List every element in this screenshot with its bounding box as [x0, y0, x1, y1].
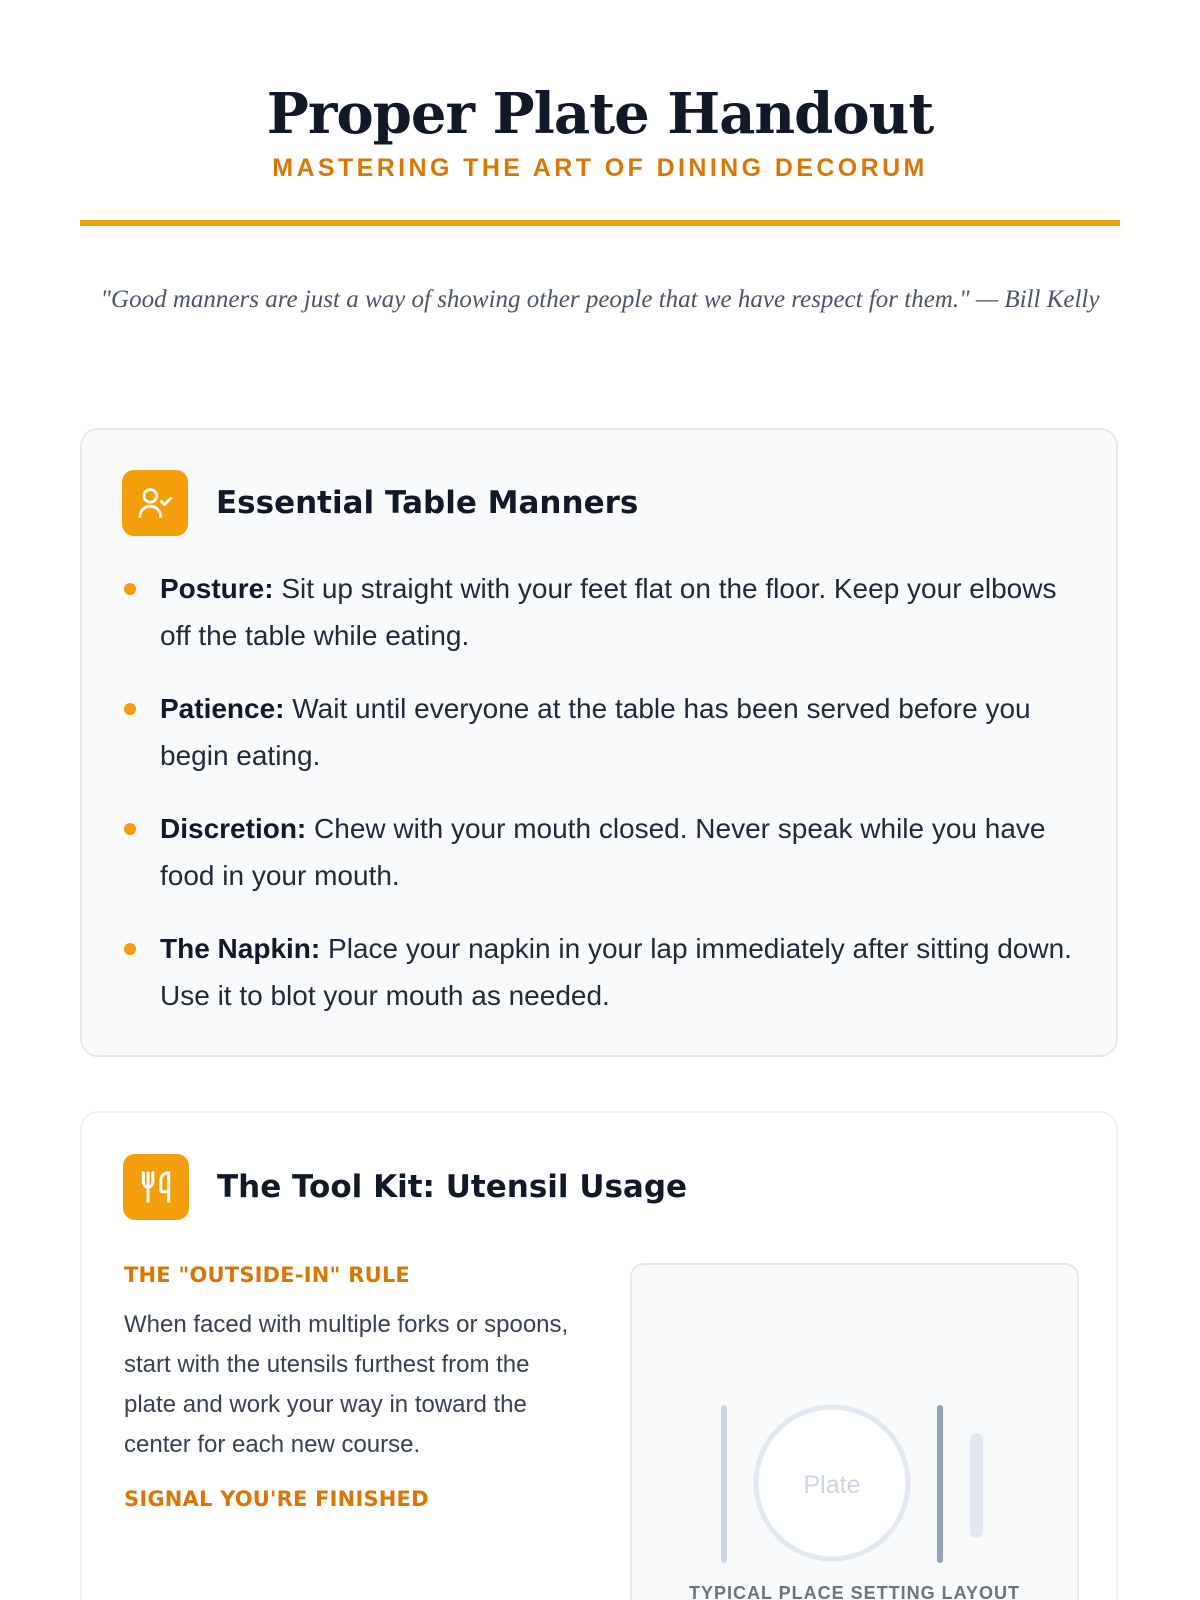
header-divider — [80, 220, 1120, 226]
finished-heading: SIGNAL YOU'RE FINISHED — [124, 1487, 429, 1511]
manners-list — [122, 565, 1082, 1045]
user-check-icon — [122, 470, 188, 536]
diagram-caption: TYPICAL PLACE SETTING LAYOUT — [688, 1583, 1021, 1600]
tools-card — [80, 1111, 1118, 1600]
manner-term: Patience: — [160, 693, 285, 724]
manners-card-title: Essential Table Manners — [216, 485, 639, 521]
bullet-icon — [124, 583, 136, 595]
manner-text: Sit up straight with your feet flat on the floor. Keep your elbows off the table while eating. — [160, 573, 1057, 651]
tools-card-header — [123, 1154, 687, 1220]
manners-card — [80, 428, 1118, 1057]
bullet-icon — [124, 703, 136, 715]
plate-label: Plate — [803, 1471, 861, 1499]
manner-term: Posture: — [160, 573, 274, 604]
list-item — [122, 925, 1082, 1019]
manner-text: Wait until everyone at the table has been served before you begin eating. — [160, 693, 1031, 771]
bullet-icon — [124, 943, 136, 955]
manner-term: Discretion: — [160, 813, 307, 844]
tools-text-column — [124, 1263, 584, 1511]
knife-shape — [937, 1405, 943, 1563]
list-item — [122, 565, 1082, 659]
page-header — [80, 78, 1120, 183]
bullet-icon — [124, 823, 136, 835]
place-setting-diagram — [630, 1263, 1079, 1600]
place-setting-illustration — [632, 1265, 1081, 1600]
list-item — [122, 685, 1082, 779]
manner-term: The Napkin: — [160, 933, 321, 964]
quote: "Good manners are just a way of showing other people that we have respect for them." — Bill Kelly — [100, 286, 1100, 313]
page-subtitle: MASTERING THE ART OF DINING DECORUM — [272, 154, 928, 182]
manners-card-header — [122, 470, 638, 536]
spoon-shape — [970, 1433, 983, 1538]
manner-text: Chew with your mouth closed. Never speak while you have food in your mouth. — [160, 813, 1046, 891]
utensils-icon — [123, 1154, 189, 1220]
manner-text: Place your napkin in your lap immediately after sitting down. Use it to blot your mouth as needed. — [160, 933, 1072, 1011]
tools-card-title: The Tool Kit: Utensil Usage — [217, 1169, 688, 1205]
outside-in-heading: THE "OUTSIDE-IN" RULE — [124, 1263, 410, 1287]
list-item — [122, 805, 1082, 899]
outside-in-text: When faced with multiple forks or spoons, start with the utensils furthest from the plate and work your way in toward the center for each new course. — [124, 1311, 569, 1458]
fork-shape — [721, 1405, 727, 1563]
page-title: Proper Plate Handout — [266, 81, 934, 147]
